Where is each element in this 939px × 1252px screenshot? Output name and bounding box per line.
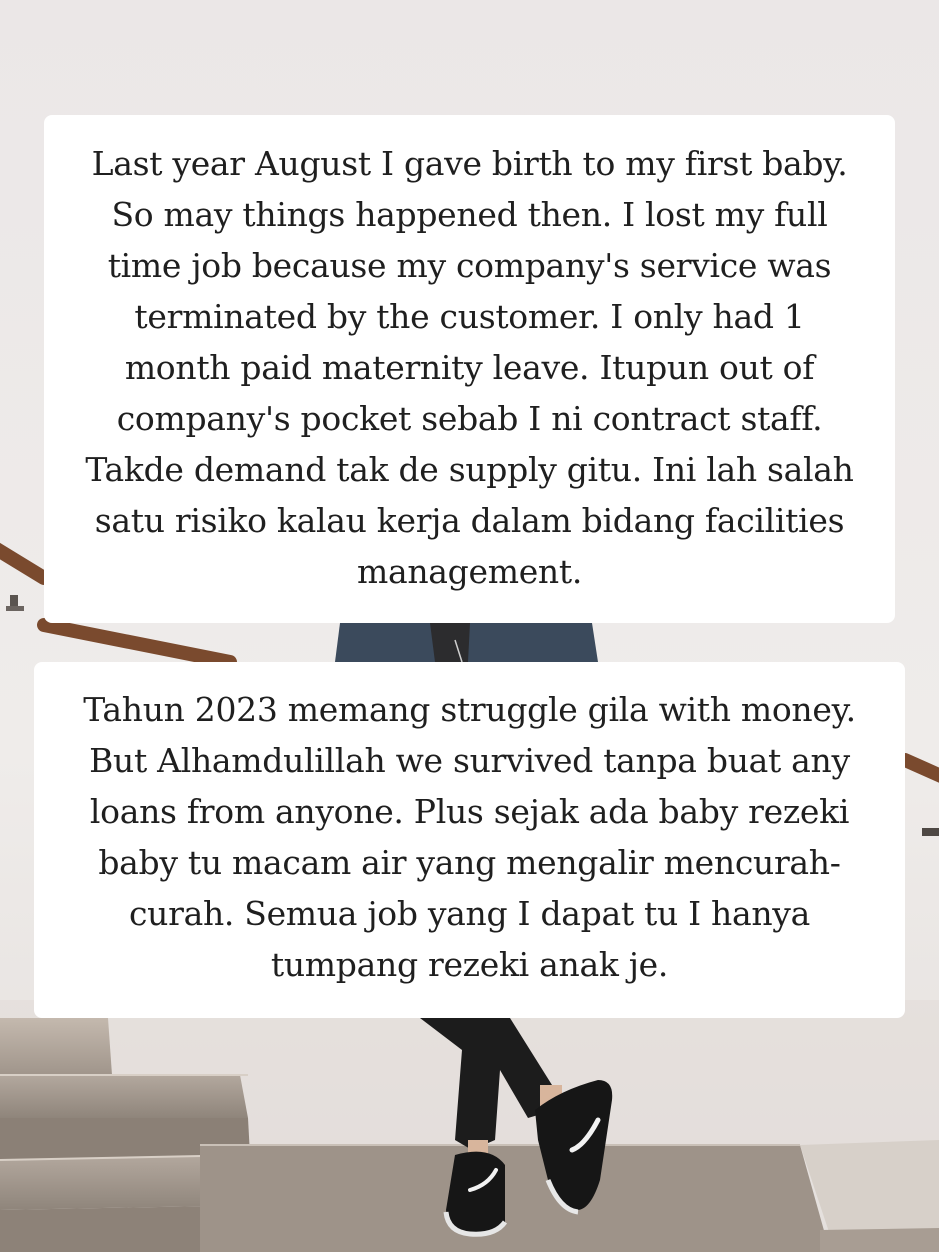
card-text: Last year August I gave birth to my first baby. So may things happened then. I lost my full time job because my company's service was terminated by the customer. I only had 1 month paid maternity leave. Itupun out of company's pocket sebab I ni contract staff. Takde demand tak de supply gitu. Ini lah salah satu risiko kalau kerja dalam bidang facilities management. (85, 143, 854, 591)
card-text: Tahun 2023 memang struggle gila with money. But Alhamdulillah we survived tanpa buat any loans from anyone. Plus sejak ada baby rezeki baby tu macam air yang mengalir mencurah- curah. Semua job yang I dapat tu I hanya tumpang rezeki anak je. (83, 690, 856, 984)
text-card-second (34, 662, 905, 1018)
person-jacket (335, 623, 598, 662)
text-card-first (44, 115, 895, 623)
